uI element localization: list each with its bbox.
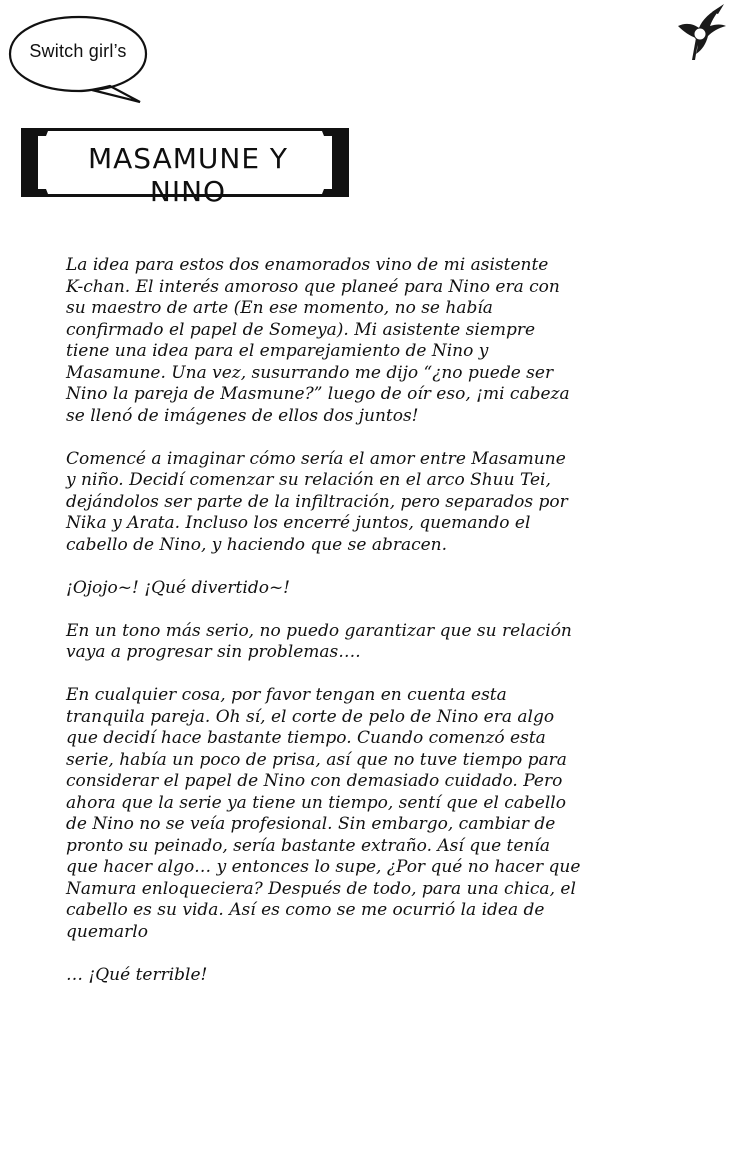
paragraph: La idea para estos dos enamorados vino de mi asistente K-chan. El interés amoroso que planeé para Nino era con su maestro de arte (En ese momento, no se había confirmado el papel de Someya). Mi asistente siempre tiene una idea para el emparejamiento de Nino y Masamune. Una vez, susurrando me dijo “¿no puede ser Nino la pareja de Masmune?” luego de oír eso, ¡mi cabeza se llenó de imágenes de ellos dos juntos!	[66, 255, 570, 426]
paragraph: Comencé a imaginar cómo sería el amor entre Masamune y niño. Decidí comenzar su relación en el arco Shuu Tei, dejándolos ser parte de la infiltración, pero separados por Nika y Arata. Incluso los encerré juntos, quemando el cabello de Nino, y haciendo que se abracen.	[66, 448, 568, 555]
paragraph: ¡Ojojo~! ¡Qué divertido~!	[66, 577, 291, 598]
paragraph: En cualquier cosa, por favor tengan en cuenta esta tranquila pareja. Oh sí, el corte de pelo de Nino era algo que decidí hace bastante tiempo. Cuando comenzó esta serie, había un poco de prisa, así que no tuve tiempo para considerar el papel de Nino con demasiado cuidado. Pero ahora que la serie ya tiene un tiempo, sentí que el cabello de Nino no se veía profesional. Sin embargo, cambiar de pronto su peinado, sería bastante extraño. Así que tenía que hacer algo… y entonces lo supe, ¿Por qué no hacer que Namura enloqueciera? Después de todo, para una chica, el cabello es su vida. Así es como se me ocurrió la idea de quemarlo	[66, 685, 581, 942]
speech-bubble	[6, 14, 152, 106]
crow-bird-icon	[672, 2, 728, 64]
bubble-label: Switch girl’s	[29, 41, 127, 61]
page-title: MASAMUNE Y NINO	[87, 142, 289, 208]
paragraph: En un tono más serio, no puedo garantizar que su relación vaya a progresar sin problemas….	[66, 620, 572, 662]
section-title-bar	[18, 128, 352, 208]
paragraph: … ¡Qué terrible!	[66, 964, 208, 985]
article-body	[66, 255, 656, 1008]
